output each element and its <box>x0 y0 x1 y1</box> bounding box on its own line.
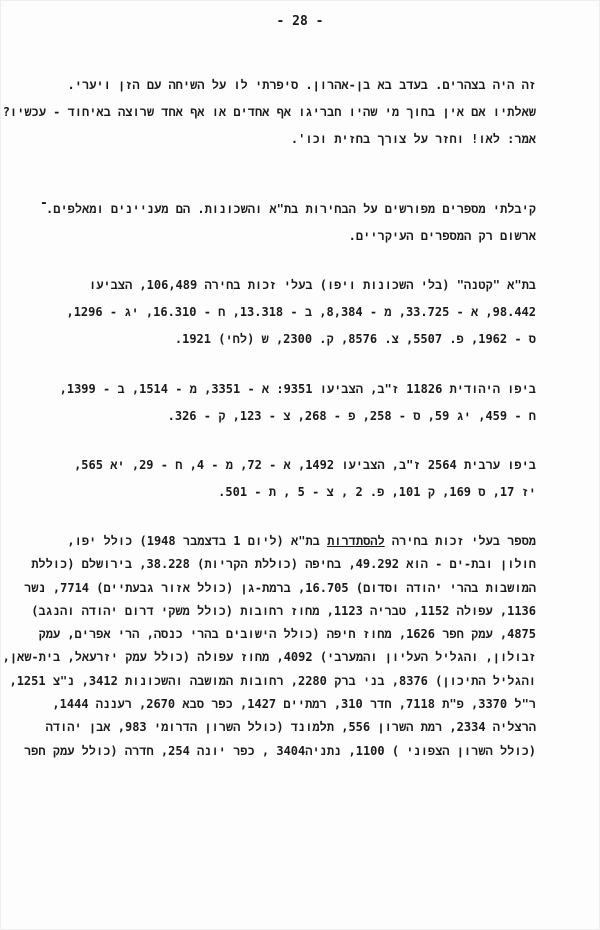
text-line: (כולל השרון הצפוני ) 1100, נתניה3404 , כפר יונה 254, חדרה (כולל עמק חפר <box>23 743 536 758</box>
text-line: 4875, עמק חפר 1626, מחוז חיפה (כולל הישובים בהרי כנסה, הרי אפרים, עמק <box>38 627 536 642</box>
text-line: מספר בעלי זכות בחירה להסתדרות בת"א (ליום 1 בדצמבר 1948) כולל יפו, <box>67 534 536 548</box>
text-line: ביפו ערבית 2564 ז"ב, הצביעו 1492, א - 72, מ - 4, ח - 29, יא 565, <box>74 458 536 472</box>
text-line: ארשום רק המספרים העיקריים. <box>348 229 536 243</box>
text-line: ח - 459, יג 59, ס - 258, פ - 268, צ - 123, ק - 326. <box>167 409 536 423</box>
text-line: ביפו היהודית 11826 ז"ב, הצביעו 9351: א - 3351, מ - 1514, ב - 1399, <box>59 382 536 396</box>
page-number: - 28 - <box>276 14 324 29</box>
paragraph-6 <box>2 530 536 763</box>
paragraph-4 <box>60 376 536 430</box>
text-line: ס - 1962, פ. 5507, צ. 8576, ק. 2300, ש (לחי) 1921. <box>174 332 536 346</box>
text-line: יז 17, ס 169, ק 101, פ. 2 , צ - 5 , ת - 501. <box>218 485 536 499</box>
paragraph-1 <box>2 72 536 153</box>
text-line: והגליל התיכון) 8376, בני ברק 2280, רחובות המושבה והשכונות 3412, נ"צ 1251, <box>9 673 536 688</box>
text-line: 1136, עפולה 1152, טבריה 1123, מחוז רחובות (כולל משקי דרום יהודה והנגב) <box>31 603 536 618</box>
text-line: קיבלתי מספרים מפורשים על הבחירות בת"א והשכונות. הם מעניינים ומאלפים. <box>46 202 536 216</box>
text-line: אמר: לאו! וחזר על צורך בחזית וכו'. <box>290 132 536 146</box>
paragraph-2 <box>46 196 536 250</box>
underlined-word: להסתדרות <box>327 534 385 548</box>
text-line: הרצליה 2334, רמת השרון 556, תלמונד (כולל השרון הדרומי 983, אבן יהודה <box>45 720 536 735</box>
text-line: זה היה בצהרים. בעדב בא בן-אהרון. סיפרתי לו על השיחה עם הזן ויערי. <box>67 78 536 92</box>
text-line: זבולון, והגליל העליון והמערבי) 4092, מחוז עפולה (כולל עמק יזרעאל, בית-שאן, <box>2 650 536 665</box>
text-line: שאלתיו אם אין בחוך מי שהיו חבריגו אף אחדים או אף אחד שרוצה באיחוד - עכשיו? <box>2 105 536 119</box>
paragraph-marker: - <box>40 196 48 211</box>
text-line: 98.442, א - 33.725, מ - 8,384, ב - 13.318, ח - 16.310, יג - 1296, <box>66 305 536 319</box>
text-line: המושבות בהרי יהודה וסדום) 16.705, ברמת-גן (כולל אזור גבעתיים) 7714, נשר <box>24 580 536 595</box>
paragraph-3 <box>60 272 536 353</box>
text-line: בת"א "קטנה" (בלי השכונות ויפו) בעלי זכות בחירה 106,489, הצביעו <box>89 278 536 292</box>
text-line: ר"ל 3370, פ"ת 7118, חדר 310, רמתיים 1427, כפר סבא 2670, רעננה 1444, <box>52 697 536 712</box>
text-line: חולון ובת-ים - הוא 49.292, בחיפה (כוללת הקריות) 38.228, בירושלם (כוללת <box>31 557 536 572</box>
paragraph-5 <box>60 452 536 506</box>
